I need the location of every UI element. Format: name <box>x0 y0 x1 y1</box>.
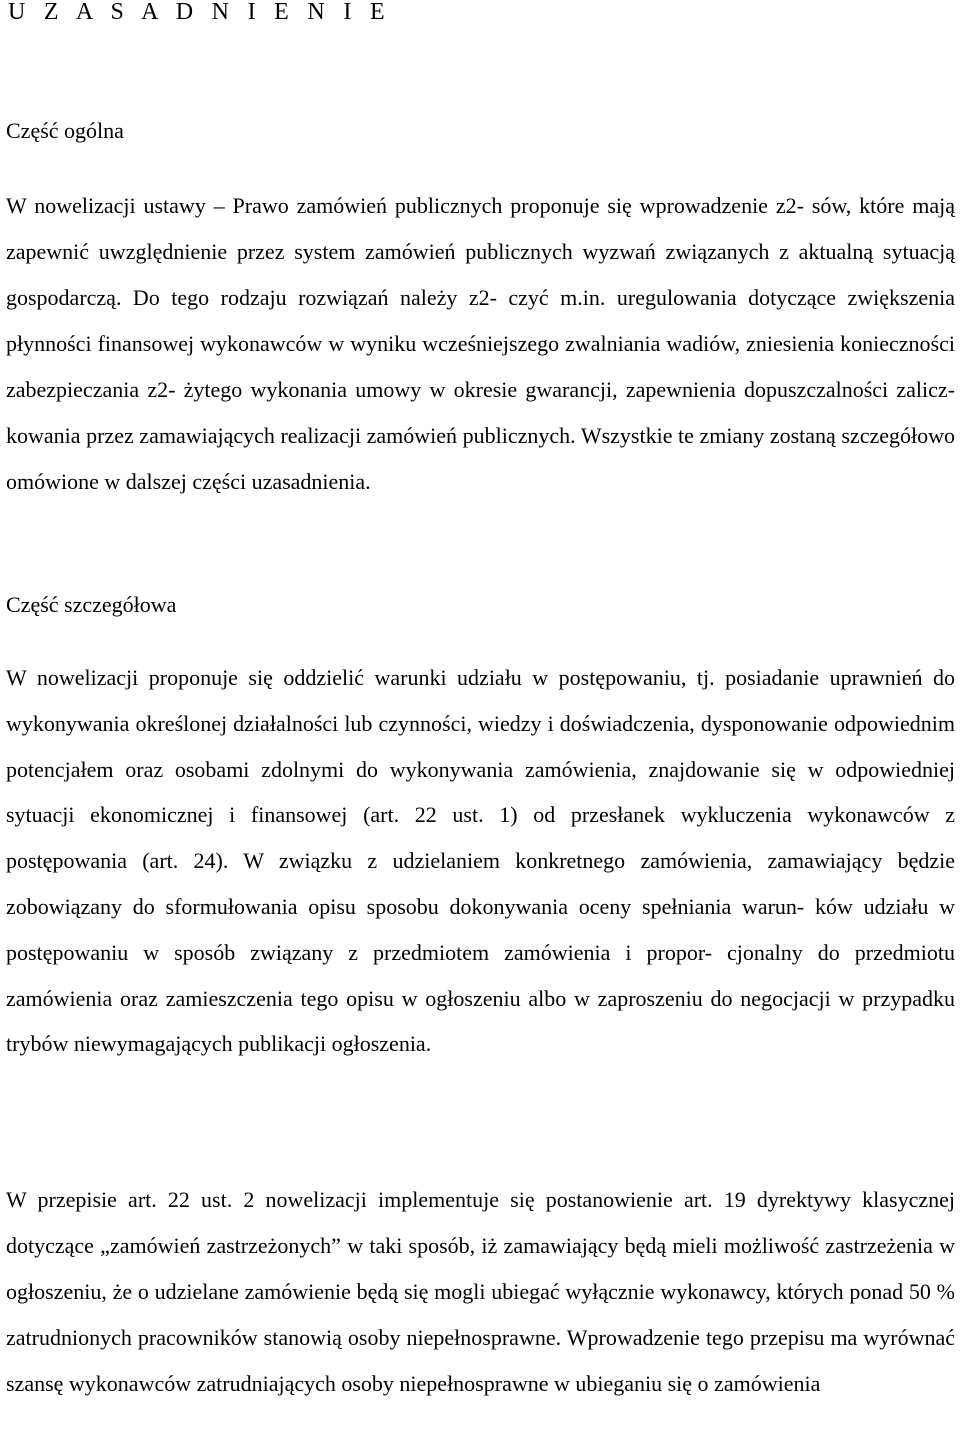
paragraph-detailed-1: W nowelizacji proponuje się oddzielić warunki udziału w postępowaniu, tj. posiadanie uprawnień do wykonywania określonej działalności lub czynności, wiedzy i doświadczenia, dysponowanie odpowiednim potencjałem oraz osobami zdolnymi do wykonywania zamówienia, znajdowanie się w odpowiedniej sytuacji ekonomicznej i finansowej (art. 22 ust. 1) od przesłanek wykluczenia wykonawców z postępowania (art. 24). W związku z udzielaniem konkretnego zamówienia, zamawiający będzie zobowiązany do sformułowania opisu sposobu dokonywania oceny spełniania warun- ków udziału w postępowaniu w sposób związany z przedmiotem zamówienia i propor- cjonalny do przedmiotu zamówienia oraz zamieszczenia tego opisu w ogłoszeniu albo w zaproszeniu do negocjacji w przypadku trybów niewymagających publikacji ogłoszenia. <box>6 665 955 1057</box>
paragraph-detailed-2: W przepisie art. 22 ust. 2 nowelizacji implementuje się postanowienie art. 19 dyrektywy klasycznej dotyczące „zamówień zastrzeżonych” w taki sposób, iż zamawiający będą mieli możliwość zastrzeżenia w ogłoszeniu, że o udzielane zamówienie będą się mogli ubiegać wyłącznie wykonawcy, których ponad 50 % zatrudnionych pracowników stanowią osoby niepełnosprawne. Wprowadzenie tego przepisu ma wyrównać szansę wykonawców zatrudniających osoby niepełnosprawne w ubieganiu się o zamówienia <box>6 1187 955 1396</box>
section-heading-general: Część ogólna <box>6 118 124 143</box>
document-title: U Z A S A D N I E N I E <box>8 0 391 25</box>
paragraph-general: W nowelizacji ustawy – Prawo zamówień publicznych proponuje się wprowadzenie z2- sów, które mają zapewnić uwzględnienie przez system zamówień publicznych wyzwań związanych z aktualną sytuacją gospodarczą. Do tego rodzaju rozwiązań należy z2- czyć m.in. uregulowania dotyczące zwiększenia płynności finansowej wykonawców w wyniku wcześniejszego zwalniania wadiów, zniesienia konieczności zabezpieczania z2- żytego wykonania umowy w okresie gwarancji, zapewnienia dopuszczalności zalicz- kowania przez zamawiających realizacji zamówień publicznych. Wszystkie te zmiany zostaną szczegółowo omówione w dalszej części uzasadnienia. <box>6 193 955 494</box>
section-heading-detailed: Część szczegółowa <box>6 592 177 617</box>
